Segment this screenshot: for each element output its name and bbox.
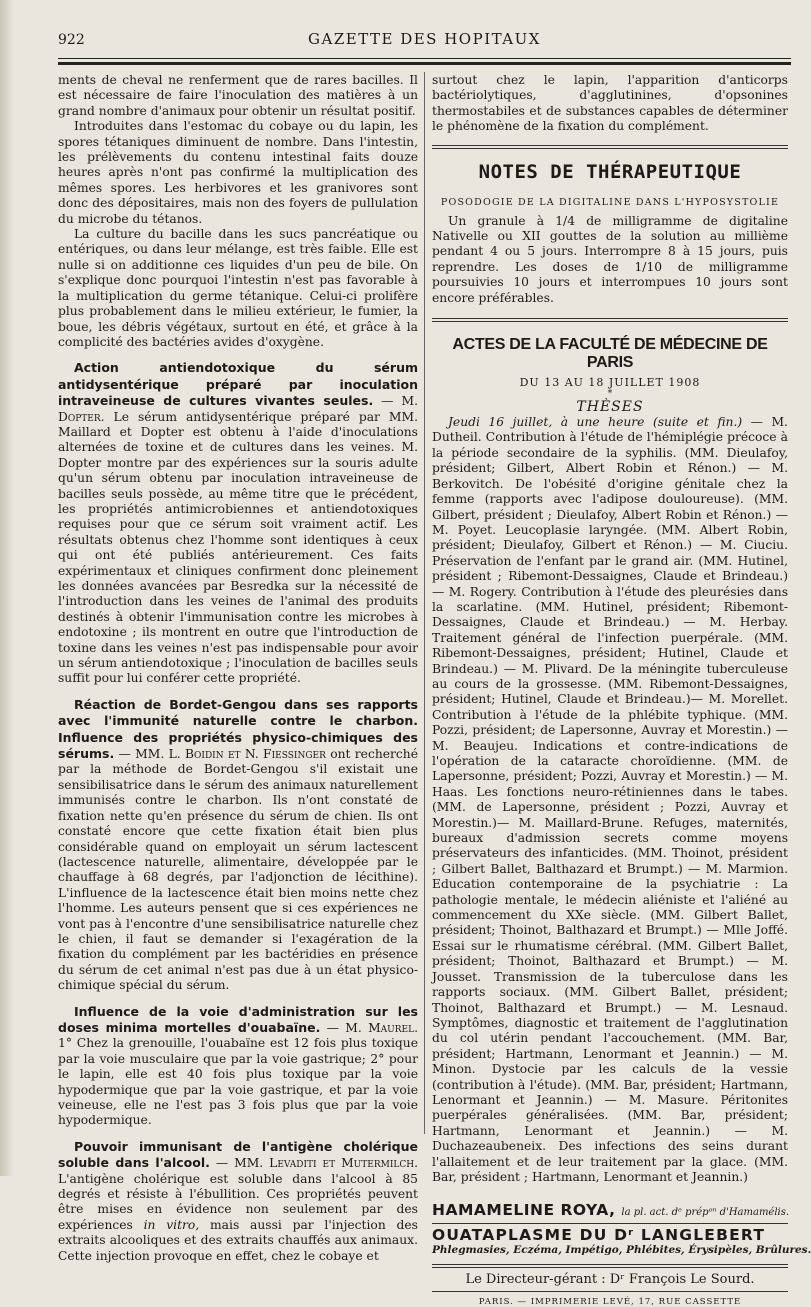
article-dopter: Action antiendotoxique du sérum antidysentérique préparé par inoculation intraveineuse de cultures vivantes seules. — M. Dopter. Le sérum antidysentérique préparé par MM. Maillard et Dopter est obtenu à l'aide d'inoculations alternées de toxine et de cultures dans les veines. M. Dopter montre par des expériences sur la souris adulte qu'un sérum obtenu par inoculation intraveineuse de bacilles seuls possède, au même titre que le précédent, les propriétés antimicrobiennes et antiendotoxiques requises pour que ce sérum soit vraiment actif. Les résultats obtenus chez l'homme sont identiques à ceux qui ont été publiés antérieurement. Ces faits expérimentaux et cliniques confirment donc pleinement les données avancées par Besredka sur la nécessité de l'introduction dans les veines de l'animal des produits destinés à obtenir l'immunisation contre les microbes à endotoxine ; ils montrent en outre que l'introduction de toxine dans les veines n'est pas indispensable pour avoir un sérum antiendotoxique ; l'inoculation de bacilles seuls suffit pour lui conférer cette propriété. [58,360,418,686]
article-ouabaine: Influence de la voie d'administration sur les doses minima mortelles d'ouabaïne. — M. Maurel. 1° Chez la grenouille, l'ouabaïne est 12 fois plus toxique par la voie musculaire que par la voie gastrique; 2° pour le lapin, elle est 40 fois plus toxique par la voie hypodermique que par la voie gastrique, et par la voie veineuse, elle ne l'est pas 3 fois plus que par la voie hypodermique. [58,1003,418,1128]
article-author: M. Dopter. [58,394,418,424]
journal-title: GAZETTE DES HOPITAUX [308,30,541,48]
article-body: ont recherché par la méthode de Bordet-Gengou s'il existait une sensibilisatrice dans le sérum des animaux naturellement immunisés contre le charbon. Ils n'ont constaté de fixation nette qu'en présence du sérum de chien. Ils ont constaté encore que cette fixation était bien plus considérable quand on employait un sérum lactescent (lactescence naturelle, alimentaire, développée par le chauffage à 68 degrés, par l'adjonction de lécithine). L'influence de la lactescence était bien moins nette chez l'homme. Les auteurs pensent que si ces expériences ne vont pas à l'encontre d'une sensibilisatrice naturelle chez le chien, il faut se demander si l'exagération de la fixation du complément par les bactéridies en présence du sérum de cet animal n'est pas due à un état physico-chimique spécial du sérum. [58,747,418,993]
actes-dates: DU 13 AU 18 JUILLET 1908 [519,376,701,390]
separator-star: * [607,389,613,400]
ad-rule [432,1223,788,1224]
page-header [58,28,791,56]
article-body: 1° Chez la grenouille, l'ouabaïne est 12 fois plus toxique par la voie musculaire que par la voie gastrique; 2° pour le lapin, elle est 40 fois plus toxique par la voie hypodermique que par la voie gastrique, et par la voie veineuse, elle ne l'est pas 3 fois plus que par la voie hypodermique. [58,1036,418,1128]
ad-ouataplasme: OUATAPLASME DU Dʳ LANGLEBERT [432,1226,766,1245]
footer-rule-thin [432,1291,788,1292]
theses-heading: THÈSES [576,399,644,416]
ad-hamameline [432,1201,788,1219]
header-rule-thin [58,58,791,59]
section-title-notes: NOTES DE THÉRAPEUTIQUE [478,160,742,183]
paragraph: ments de cheval ne renferment que de rares bacilles. Il est nécessaire de faire l'inoculation des matières à un grand nombre d'animaux pour obtenir un résultat positif. [58,73,418,118]
theses-list [432,415,788,1185]
notes-subtitle: POSODOGIE DE LA DIGITALINE DANS L'HYPOSYSTOLIE [440,196,780,208]
article-italic: in vitro, [143,1217,200,1232]
theses-date: Jeudi 16 juillet, à une heure (suite et fin.) [448,415,743,430]
page-number: 922 [58,32,85,48]
paragraph: La culture du bacille dans les sucs pancréatique ou entériques, ou dans leur mélange, est très faible. Elle est nulle si on additionne ces liquides d'un peu de bile. On s'explique donc pourquoi l'intestin n'est pas favorable à la multiplication du germe tétanique. Celui-ci prolifère plus probablement dans le milieu extérieur, le fumier, la boue, les débris végétaux, surtout en été, et grâce à la complicité des bactéries avides d'oxygène. [58,227,418,349]
article-body: mais aussi par l'injection des extraits alcooliques et des extraits chauffés aux animaux. Cette injection provoque en effet, chez le cobaye et [58,1217,418,1263]
article-heading: Pouvoir immunisant de l'antigène cholérique soluble dans l'alcool. [58,1138,418,1171]
ad-indications: Phlegmasies, Eczéma, Impétigo, Phlébites, Érysipèles, Brûlures. [432,1244,811,1257]
header-rule-thick [58,62,791,65]
article-author: MM. Levaditi et Mutermilch. [234,1156,419,1171]
article-body: L'antigène cholérique est soluble dans l'alcool à 85 degrés et résiste à l'ébullition. Ces propriétés peuvent être mises en évidence non seulement par des expériences [58,1171,418,1232]
article-heading: Influence de la voie d'administration sur les doses minima mortelles d'ouabaïne. [58,1003,418,1035]
section-rule [432,145,788,149]
article-author: M. Maurel. [345,1020,418,1035]
article-heading: Réaction de Bordet-Gengou dans ses rapports avec l'immunité naturelle contre le charbon. Influence des propriétés physico-chimiques des sérums. [58,696,418,762]
paragraph: Introduites dans l'estomac du cobaye ou du lapin, les spores tétaniques diminuent de nombre. Dans l'intestin, les prélèvements du contenu intestinal faits douze heures après n'ont pas confirmé la multiplication des mêmes spores. Les herbivores et les granivores sont donc des dépositaires, mais non des foyers de pullulation du microbe du tétanos. [58,119,418,226]
column-divider [424,72,425,1134]
ad-hamameline-name: HAMAMELINE ROYA, [432,1201,616,1220]
right-column [432,73,811,1307]
notes-body: Un granule à 1/4 de milligramme de digitaline Nativelle ou XII gouttes de la solution au millième pendant 4 ou 5 jours. Interrompre 8 à 15 jours, puis reprendre. Les doses de 1/10 de milligramme poursuivies 10 jours et interrompues 10 jours sont encore préférables. [432,213,788,305]
paragraph: surtout chez le lapin, l'apparition d'anticorps bactériolytiques, d'agglutinines, d'opsonines thermostabiles et de substances capables de déterminer le phénomène de la fixation du complément. [432,73,788,134]
article-bordet-gengou: Réaction de Bordet-Gengou dans ses rapports avec l'immunité naturelle contre le charbon. Influence des propriétés physico-chimiques des sérums. — MM. L. Boidin et N. Fiessinger ont recherché par la méthode de Bordet-Gengou s'il existait une sensibilisatrice dans le sérum des animaux naturellement immunisés contre le charbon. Ils n'ont constaté de fixation nette qu'en présence du sérum de chien. Ils ont constaté encore que cette fixation était bien plus considérable quand on employait un sérum lactescent (lactescence naturelle, alimentaire, développée par le chauffage à 68 degrés, par l'adjonction de lécithine). L'influence de la lactescence était bien moins nette chez l'homme. Les auteurs pensent que si ces expériences ne vont pas à l'encontre d'une sensibilisatrice naturelle chez le chien, il faut se demander si l'exagération de la fixation du complément par les bactéridies en présence du sérum de cet animal n'est pas due à un état physico-chimique spécial du sérum. [58,696,418,993]
printer-line: PARIS. — IMPRIMERIE LEVÉ, 17, RUE CASSETTE [478,1297,742,1307]
advertisements [432,1201,811,1307]
article-author: MM. L. Boidin et N. Fiessinger [135,747,326,762]
article-cholera: Pouvoir immunisant de l'antigène cholérique soluble dans l'alcool. — MM. Levaditi et Mutermilch. L'antigène cholérique est soluble dans l'alcool à 85 degrés et résiste à l'ébullition. Ces propriétés peuvent être mises en évidence non seulement par des expériences in vitro, mais aussi par l'injection des extraits alcooliques et des extraits chauffés aux animaux. Cette injection provoque en effet, chez le cobaye et [58,1138,419,1263]
left-column [58,73,419,1263]
page-edge-shadow [0,0,14,1176]
director-line: Le Directeur-gérant : Dʳ François Le Sourd. [465,1272,755,1288]
theses-body: — M. Dutheil. Contribution à l'étude de l'hémiplégie précoce à la période secondaire de la syphilis. (MM. Dieulafoy, président; Gilbert, Albert Robin et Rénon.) — M. Berkovitch. De l'obésité d'origine génitale chez la femme (rapports avec l'adipose douloureuse). (MM. Gilbert, président ; Dieulafoy, Albert Robin et Rénon.) — M. Poyet. Leucoplasie laryngée. (MM. Albert Robin, président; Dieulafoy, Gilbert et Rénon.) — M. Ciuciu. Préservation de l'enfant par le grand air. (MM. Hutinel, président ; Ribemont-Dessaignes, Claude et Brindeau.) — M. Rogery. Contribution à l'étude des pleurésies dans la scarlatine. (MM. Hutinel, président; Ribemont-Dessaignes, Claude et Brindeau.) — M. Herbay. Traitement général de l'infection puerpérale. (MM. Ribemont-Dessaignes, président; Hutinel, Claude et Brindeau.) — M. Plivard. De la méningite tuberculeuse au cours de la grossesse. (MM. Ribemont-Dessaignes, président; Hutinel, Claude et Brindeau.)— M. Morellet. Contribution à l'étude de la phlébite typhique. (MM. Pozzi, président; de Lapersonne, Auvray et Morestin.) — M. Beaujeu. Indications et contre-indications de l'opération de la cataracte choroïdienne. (MM. de Lapersonne, président; Pozzi, Auvray et Morestin.) — M. Haas. Les fonctions neuro-rétiniennes dans le tabes. (MM. de Lapersonne, président ; Pozzi, Auvray et Morestin.)— M. Maillard-Brune. Refuges, maternités, bureaux d'admission secrets comme moyens préservateurs des infanticides. (MM. Thoinot, président ; Gilbert Ballet, Balthazard et Brumpt.) — M. Marmion. Education contemporaine de la psychiatrie : La pathologie mentale, le médecin aliéniste et l'aliéné au commencement du XXe siècle. (MM. Gilbert Ballet, président; Thoinot, Balthazard et Brumpt.) — Mlle Joffé. Essai sur le rhumatisme cérébral. (MM. Gilbert Ballet, président; Thoinot, Balthazard et Brumpt.) — M. Jousset. Transmission de la tuberculose dans les rapports sociaux. (MM. Gilbert Ballet, président; Thoinot, Balthazard et Brumpt.) — M. Lesnaud. Symptômes, diagnostic et traitement de l'agglutination du col utérin pendant l'accouchement. (MM. Bar, président; Hartmann, Lenormant et Jeannin.) — M. Minon. Dystocie par les calculs de la vessie (contribution à l'étude). (MM. Bar, président; Hartmann, Lenormant et Jeannin.) — M. Masure. Péritonites puerpérales généralisées. (MM. Bar, président; Hartmann, Lenormant et Jeannin.) — M. Duchazeaubeneix. Des infections des seins durant l'allaitement et de leur traitement par la glace. (MM. Bar, président ; Hartmann, Lenormant et Jeannin.) [432,415,788,1184]
article-body: Le sérum antidysentérique préparé par MM. Maillard et Dopter est obtenu à l'aide d'inoculations alternées de toxine et de cultures dans les veines. M. Dopter montre par des expériences sur la souris adulte qu'un sérum obtenu par inoculation intraveineuse de bacilles seuls possède, au même titre que le précédent, les propriétés antimicrobiennes et antiendotoxiques requises pour que ce sérum soit vraiment actif. Les résultats obtenus chez l'homme sont identiques à ceux qui ont été publiés antérieurement. Ces faits expérimentaux et cliniques confirment donc pleinement les données avancées par Besredka sur la nécessité de l'introduction dans les veines de l'animal des produits destinés à obtenir l'immunisation contre les microbes à endotoxine ; ils montrent en outre que l'introduction de toxine dans les veines n'est pas indispensable pour avoir un sérum antiendotoxique ; l'inoculation de bacilles seuls suffit pour lui conférer cette propriété. [58,409,418,686]
section-rule [432,318,788,322]
section-title-actes: ACTES DE LA FACULTÉ DE MÉDECINE DE PARIS [452,336,768,372]
footer-rule [432,1264,788,1268]
article-heading: Action antiendotoxique du sérum antidysentérique préparé par inoculation intraveineuse de cultures vivantes seules. [58,360,418,409]
ad-hamameline-desc: la pl. act. dᵉ prépᵒⁿ d'Hamamélis. [621,1207,790,1219]
